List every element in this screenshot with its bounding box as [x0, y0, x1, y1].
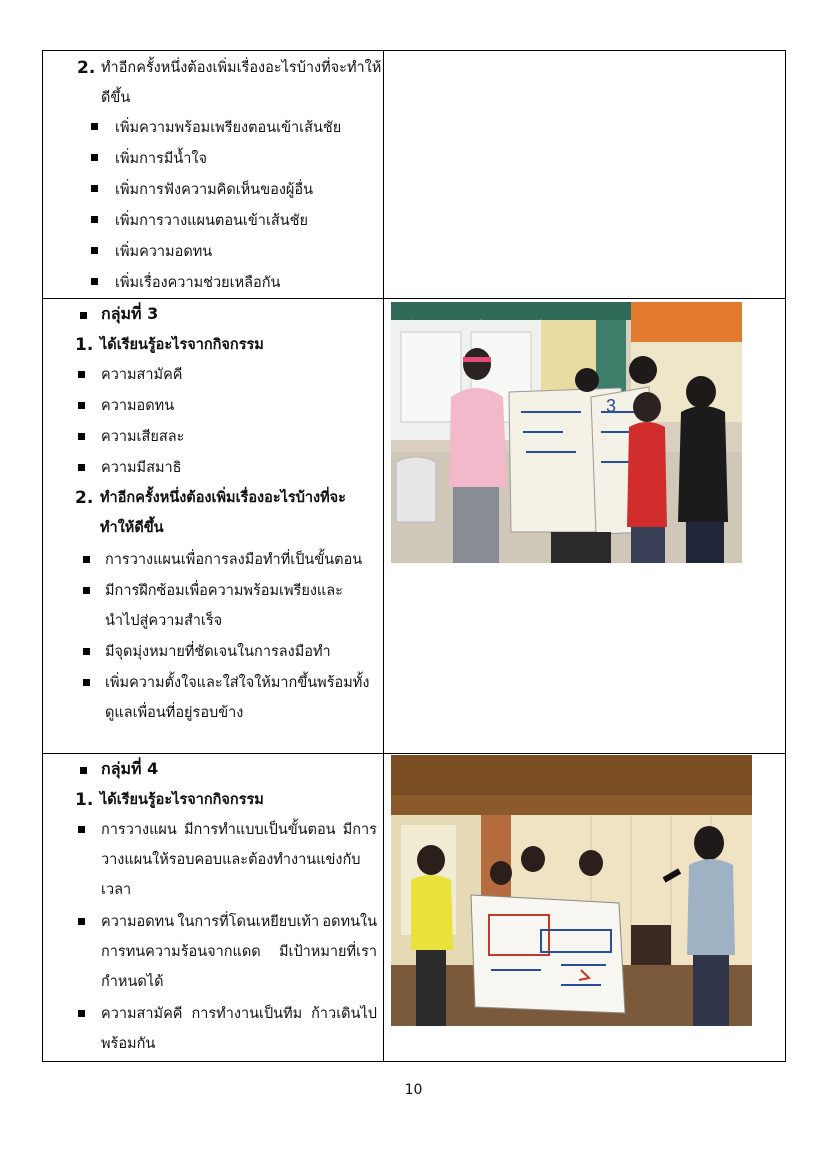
list-item: ความอดทน [101, 398, 175, 414]
group3-photo-cell [384, 299, 785, 753]
list-item: เพิ่มความอดทน [115, 244, 213, 260]
group-title: กลุ่มที่ 3 [101, 304, 159, 323]
bullet-icon [91, 278, 98, 285]
bullet-icon [78, 433, 85, 440]
bullet-icon [78, 371, 85, 378]
list-item: ความมีสมาธิ [101, 460, 182, 476]
list-item: เพิ่มความพร้อมเพรียงตอนเข้าเส้นชัย [115, 120, 342, 136]
group4-text-cell [43, 754, 383, 1061]
empty-photo-cell [384, 51, 785, 298]
table-row [43, 754, 786, 1062]
question-number: 2. [75, 488, 94, 508]
list-item-cont: กำหนดได้ [101, 974, 164, 990]
bullet-icon [78, 918, 85, 925]
bullet-icon [83, 556, 90, 563]
list-item: มีจุดมุ่งหมายที่ชัดเจนในการลงมือทำ [105, 644, 331, 660]
page-number: 10 [404, 1082, 423, 1098]
list-item: มีการฝึกซ้อมเพื่อความพร้อมเพรียงและ [105, 583, 343, 599]
group4-photo-cell [384, 754, 785, 1061]
list-item: ความอดทน ในการที่โดนเหยียบเท้า อดทนใน [101, 914, 377, 930]
bullet-icon [80, 312, 87, 319]
list-item-cont: นำไปสู่ความสำเร็จ [105, 613, 223, 629]
svg-text:3: 3 [606, 396, 617, 416]
list-item-cont: เวลา [101, 882, 132, 898]
list-item: การวางแผน มีการทำแบบเป็นขั้นตอน มีการ [101, 822, 377, 838]
list-item: การวางแผนเพื่อการลงมือทำที่เป็นขั้นตอน [105, 552, 363, 568]
list-item-cont: วางแผนให้รอบคอบและต้องทำงานแข่งกับ [101, 852, 361, 868]
list-item-cont: ดูแลเพื่อนที่อยู่รอบข้าง [105, 705, 244, 721]
group2-continued-cell [43, 51, 383, 298]
question-text: ทำอีกครั้งหนึ่งต้องเพิ่มเรื่องอะไรบ้างที่จะทำให้ [101, 60, 382, 76]
list-item-cont: พร้อมกัน [101, 1036, 156, 1052]
bullet-icon [80, 767, 87, 774]
bullet-icon [91, 154, 98, 161]
list-item: เพิ่มการฟังความคิดเห็นของผู้อื่น [115, 182, 314, 198]
bullet-icon [83, 679, 90, 686]
bullet-icon [91, 123, 98, 130]
question-text: ได้เรียนรู้อะไรจากกิจกรรม [100, 337, 264, 353]
group3-text-cell [43, 299, 383, 753]
list-item: เพิ่มการวางแผนตอนเข้าเส้นชัย [115, 213, 309, 229]
bullet-icon [83, 648, 90, 655]
question-text-cont: ทำให้ดีขึ้น [100, 520, 164, 536]
question-text: ได้เรียนรู้อะไรจากกิจกรรม [100, 792, 264, 808]
list-item: ความสามัคคี [101, 367, 183, 383]
question-text-cont: ดีขึ้น [101, 90, 131, 106]
question-number: 1. [75, 335, 94, 355]
content-table [42, 50, 786, 1062]
bullet-icon [91, 216, 98, 223]
list-item: เพิ่มความตั้งใจและใส่ใจให้มากขึ้นพร้อมทั้ง [105, 675, 370, 691]
bullet-icon [91, 247, 98, 254]
question-number: 2. [77, 58, 96, 78]
bullet-icon [78, 464, 85, 471]
list-item: เพิ่มการมีน้ำใจ [115, 151, 207, 167]
bullet-icon [78, 402, 85, 409]
list-item: ความสามัคคี การทำงานเป็นทีม ก้าวเดินไป [101, 1006, 377, 1022]
bullet-icon [91, 185, 98, 192]
bullet-icon [78, 1010, 85, 1017]
question-text: ทำอีกครั้งหนึ่งต้องเพิ่มเรื่องอะไรบ้างที่จะ [100, 490, 346, 506]
group3-activity-photo [391, 302, 742, 563]
bullet-icon [83, 587, 90, 594]
table-row [43, 51, 786, 299]
list-item: ความเสียสละ [101, 429, 185, 445]
question-number: 1. [75, 790, 94, 810]
table-row [43, 299, 786, 754]
group-title: กลุ่มที่ 4 [101, 759, 159, 778]
list-item-cont: การทนความร้อนจากแดด มีเป้าหมายที่เรา [101, 944, 377, 960]
bullet-icon [78, 826, 85, 833]
list-item: เพิ่มเรื่องความช่วยเหลือกัน [115, 275, 281, 291]
group4-activity-photo [391, 755, 752, 1026]
